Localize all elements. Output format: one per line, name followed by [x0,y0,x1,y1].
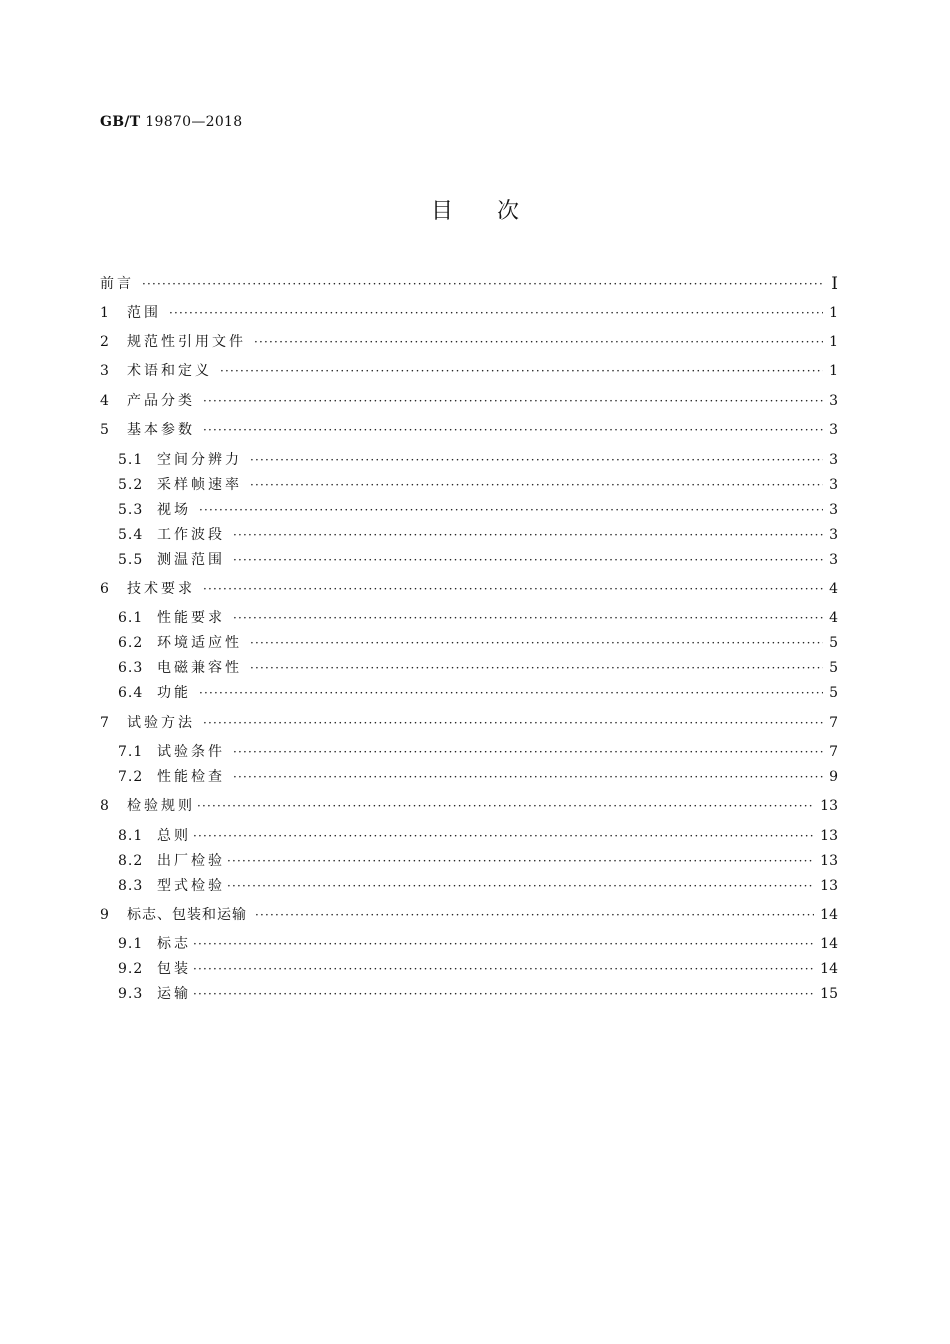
toc-entry-number: 6.2 [118,635,144,651]
toc-leader-dots [199,682,823,704]
toc-entry-page: 1 [829,363,838,379]
toc-entry-text: 术语和定义 [127,363,212,379]
toc-entry-text: 前言 [100,276,134,292]
toc-entry-number: 6.4 [118,685,144,701]
toc-entry-number: 5.5 [118,552,144,568]
standard-number: 19870—2018 [145,114,243,130]
toc-entry-number: 3 [100,363,110,379]
toc-entry-number: 8 [100,798,110,814]
toc-entry-page: 3 [829,422,838,438]
toc-entry-number: 9.1 [118,936,144,952]
toc-entry-6-2[interactable] [118,632,838,654]
toc-entry-7[interactable] [100,712,838,734]
toc-entry-page: 4 [829,581,838,597]
toc-entry-number: 7.1 [118,744,144,760]
toc-entry-2[interactable] [100,331,838,353]
toc-entry-text: 标志、包装和运输 [127,907,247,923]
toc-entry-4[interactable] [100,390,838,412]
toc-leader-dots [193,825,814,847]
toc-entry-number: 8.2 [118,853,144,869]
toc-entry-8[interactable] [100,795,838,817]
toc-entry-text: 试验方法 [127,715,195,731]
toc-entry-5-4[interactable] [118,524,838,546]
toc-entry-number: 7.2 [118,769,144,785]
toc-leader-dots [203,712,823,734]
toc-entry-page: 5 [829,660,838,676]
toc-entry-text: 空间分辨力 [157,452,242,468]
toc-entry-text: 检验规则 [127,798,195,814]
toc-entry-page: 13 [820,828,838,844]
toc-entry-page: 3 [829,527,838,543]
toc-leader-dots [233,607,823,629]
toc-entry-number: 5 [100,422,110,438]
toc-entry-text: 性能要求 [157,610,225,626]
toc-entry-page: 1 [829,305,838,321]
toc-entry-text: 环境适应性 [157,635,242,651]
toc-leader-dots [250,632,823,654]
toc-leader-dots [142,273,824,295]
toc-leader-dots [233,549,823,571]
toc-entry-page: 7 [829,744,838,760]
toc-entry-text: 技术要求 [127,581,195,597]
toc-entry-page: 7 [829,715,838,731]
toc-entry-text: 电磁兼容性 [157,660,242,676]
toc-entry-5-2[interactable] [118,474,838,496]
toc-leader-dots [220,360,823,382]
toc-entry-5[interactable] [100,419,838,441]
toc-entry-text: 运输 [157,986,191,1002]
toc-entry-page: 14 [820,907,838,923]
toc-entry-text: 基本参数 [127,422,195,438]
toc-leader-dots [254,331,823,353]
toc-entry-number: 9 [100,907,110,923]
toc-entry-9-3[interactable] [118,983,838,1005]
toc-entry-text: 性能检查 [157,769,225,785]
toc-entry-1[interactable] [100,302,838,324]
toc-leader-dots [199,499,823,521]
toc-entry-9-2[interactable] [118,958,838,980]
toc-entry-text: 采样帧速率 [157,477,242,493]
toc-leader-dots [250,657,823,679]
toc-leader-dots [203,390,823,412]
table-of-contents [100,0,838,1344]
toc-entry-foreword[interactable] [100,273,838,295]
toc-entry-page: 13 [820,878,838,894]
toc-entry-3[interactable] [100,360,838,382]
toc-entry-8-1[interactable] [118,825,838,847]
toc-entry-number: 7 [100,715,110,731]
toc-entry-page: 3 [829,552,838,568]
toc-entry-number: 4 [100,393,110,409]
toc-entry-5-1[interactable] [118,449,838,471]
toc-entry-7-1[interactable] [118,741,838,763]
toc-entry-page: 14 [820,961,838,977]
toc-entry-number: 5.3 [118,502,144,518]
toc-entry-number: 6 [100,581,110,597]
toc-leader-dots [193,933,814,955]
toc-entry-page: 14 [820,936,838,952]
toc-entry-page: 13 [820,798,838,814]
toc-entry-text: 型式检验 [157,878,225,894]
toc-entry-page: 3 [829,502,838,518]
toc-entry-number: 2 [100,334,110,350]
page-title: 目次 [430,199,563,224]
toc-entry-number: 8.3 [118,878,144,894]
toc-leader-dots [169,302,823,324]
toc-entry-number: 5.1 [118,452,144,468]
toc-entry-8-2[interactable] [118,850,838,872]
toc-entry-text: 视场 [157,502,191,518]
toc-leader-dots [227,850,814,872]
toc-leader-dots [197,795,814,817]
standard-prefix: GB/T [100,114,141,130]
toc-entry-page: 5 [829,685,838,701]
toc-entry-6-4[interactable] [118,682,838,704]
toc-entry-number: 1 [100,305,110,321]
toc-entry-text: 标志 [157,936,191,952]
toc-entry-page: 3 [829,477,838,493]
toc-entry-text: 工作波段 [157,527,225,543]
toc-leader-dots [250,449,823,471]
toc-entry-9-1[interactable] [118,933,838,955]
toc-entry-6-3[interactable] [118,657,838,679]
toc-entry-7-2[interactable] [118,766,838,788]
toc-entry-text: 出厂检验 [157,853,225,869]
toc-entry-page: 5 [829,635,838,651]
toc-entry-text: 功能 [157,685,191,701]
toc-entry-6[interactable] [100,578,838,600]
toc-entry-page: 4 [829,610,838,626]
toc-entry-5-3[interactable] [118,499,838,521]
toc-entry-page: 9 [829,769,838,785]
toc-leader-dots [233,766,823,788]
toc-entry-number: 5.4 [118,527,144,543]
toc-entry-page: I [831,274,838,294]
toc-leader-dots [233,524,823,546]
toc-entry-number: 5.2 [118,477,144,493]
toc-entry-text: 产品分类 [127,393,195,409]
toc-entry-page: 13 [820,853,838,869]
toc-entry-9[interactable] [100,904,838,926]
toc-leader-dots [193,983,814,1005]
toc-entry-text: 试验条件 [157,744,225,760]
toc-entry-number: 6.3 [118,660,144,676]
toc-entry-text: 总则 [157,828,191,844]
toc-leader-dots [227,875,814,897]
toc-leader-dots [193,958,814,980]
toc-leader-dots [255,904,814,926]
toc-entry-page: 3 [829,393,838,409]
toc-leader-dots [203,419,823,441]
toc-entry-number: 9.2 [118,961,144,977]
toc-leader-dots [250,474,823,496]
toc-entry-text: 范围 [127,305,161,321]
toc-entry-number: 9.3 [118,986,144,1002]
toc-entry-number: 8.1 [118,828,144,844]
toc-entry-6-1[interactable] [118,607,838,629]
toc-entry-8-3[interactable] [118,875,838,897]
toc-entry-text: 测温范围 [157,552,225,568]
toc-entry-number: 6.1 [118,610,144,626]
toc-leader-dots [233,741,823,763]
toc-entry-page: 3 [829,452,838,468]
toc-entry-page: 1 [829,334,838,350]
toc-entry-text: 包装 [157,961,191,977]
toc-entry-page: 15 [820,986,838,1002]
toc-entry-text: 规范性引用文件 [127,334,246,350]
toc-leader-dots [203,578,823,600]
toc-entry-5-5[interactable] [118,549,838,571]
